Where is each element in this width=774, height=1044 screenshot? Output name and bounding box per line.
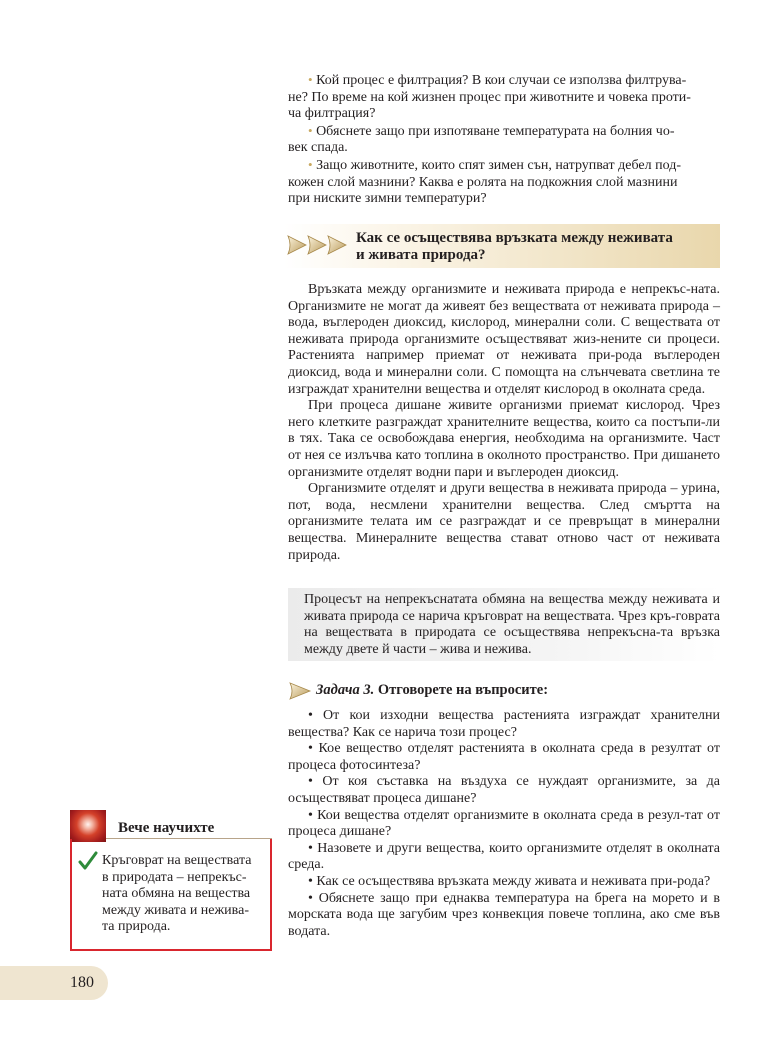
definition-box [288,588,720,661]
list-item: • От коя съставка на въздуха се нуждаят организмите, за да осъществяват процеса дишане? [288,774,720,806]
question-line [288,157,720,175]
question-text: кожен слой мазнини? Каква е ролята на подкожния слой мазнини [288,174,678,190]
heading-line: и живата природа? [356,247,486,263]
triple-arrow-icon [286,228,356,262]
task-questions [288,708,720,940]
body-text [288,282,720,564]
sidebar-title: Вече научихте [118,820,215,836]
definition-text: Процесът на непрекъснатата обмяна на вещества между неживата и живата природа се нарича кръговрат на веществата. Чрез кръ-говрата на веществата в природата се осъществява непрекъсна-та връзка между двете й части – жива и нежива. [304,592,720,657]
sidebar-text [102,853,264,936]
section-heading-text [356,230,716,264]
question-text: ча филтрация? [288,106,376,122]
paragraph: При процеса дишане живите организми приемат кислород. Чрез него клетките разграждат хранителните вещества, които са постъпи-ли в тях. Така се освобождава енергия, необходима на организмите. Част от нея се излъчва като топлина в околното пространство. При дишането организмите отделят водни пари и въглероден диоксид. [288,398,720,480]
question-line [288,106,720,123]
list-item: • Кои вещества отделят организмите в околната среда в резул-тат от процеса дишане? [288,807,720,840]
sidebar-line: ната обмяна на вещества [102,886,251,902]
question-line [288,90,720,107]
list-item: • От кои изходни вещества растенията изграждат хранителни вещества? Как се нарича този процес? [288,708,720,740]
sidebar-badge-icon [70,810,106,842]
task-label: Задача 3. [316,682,375,698]
page-number: 180 [70,974,94,991]
question-line [288,191,720,208]
sidebar-line: Кръговрат на веществата [102,853,252,868]
bullet-icon: • [308,156,313,172]
question-line [288,175,720,192]
paragraph: Връзката между организмите и неживата природа е непрекъс-ната. Организмите не могат да живеят без веществата от неживата природа – вода, въглероден диоксид, кислород, минерални соли. С веществата от неживата природа организмите осъществяват жиз-нените си процеси. Растенията например приемат от неживата при-рода въглероден диоксид, вода и минерални соли. С помощта на слънчевата светлина те изграждат хранителни вещества и отделят кислород в околната среда. [288,282,720,397]
question-text: не? По време на кой жизнен процес при животните и човека проти- [288,89,691,105]
list-item: • Кое вещество отделят растенията в околната среда в резултат от процеса фотосинтеза? [288,741,720,773]
paragraph: Организмите отделят и други вещества в неживата природа – урина, пот, вода, несмлени хранителни вещества. След смъртта на организмите телата им се разграждат и се превръщат в минерални вещества. Минералните вещества стават отново част от неживата природа. [288,481,720,563]
bullet-icon: • [308,122,313,138]
task-heading [288,680,720,700]
task-instruction: Отговорете на въпросите: [374,682,549,698]
list-item: • Назовете и други вещества, които организмите отделят в околната среда. [288,840,720,873]
question-line [288,140,720,157]
checkmark-icon [78,851,98,871]
task-title [316,682,548,699]
question-text: Обяснете защо при изпотяване температурата на болния чо- [316,123,675,139]
bullet-icon: • [308,72,313,87]
question-text: Кой процес е филтрация? В кои случаи се използва филтрува- [316,73,687,88]
heading-line: Как се осъществява връзката между неживата [356,230,673,246]
question-line [288,72,720,90]
question-line [288,123,720,141]
sidebar-line: та природа. [102,919,171,935]
question-text: при ниските зимни температури? [288,191,487,207]
arrow-icon [288,680,312,702]
sidebar-line: в природата – непрекъс- [102,869,247,885]
list-item: • Как се осъществява връзката между живата и неживата при-рода? [308,873,711,889]
question-text: век спада. [288,140,348,156]
sidebar-box [70,839,272,951]
question-text: Защо животните, които спят зимен сън, натрупват дебел под- [316,157,681,173]
questions-top [288,72,720,208]
sidebar-line: между живата и нежива- [102,902,249,918]
list-item: • Обяснете защо при еднаква температура на брега на морето и в морската вода ще загубим чрез конвекция повече топлина, ако сме във водата. [288,890,720,939]
section-heading [284,224,720,268]
